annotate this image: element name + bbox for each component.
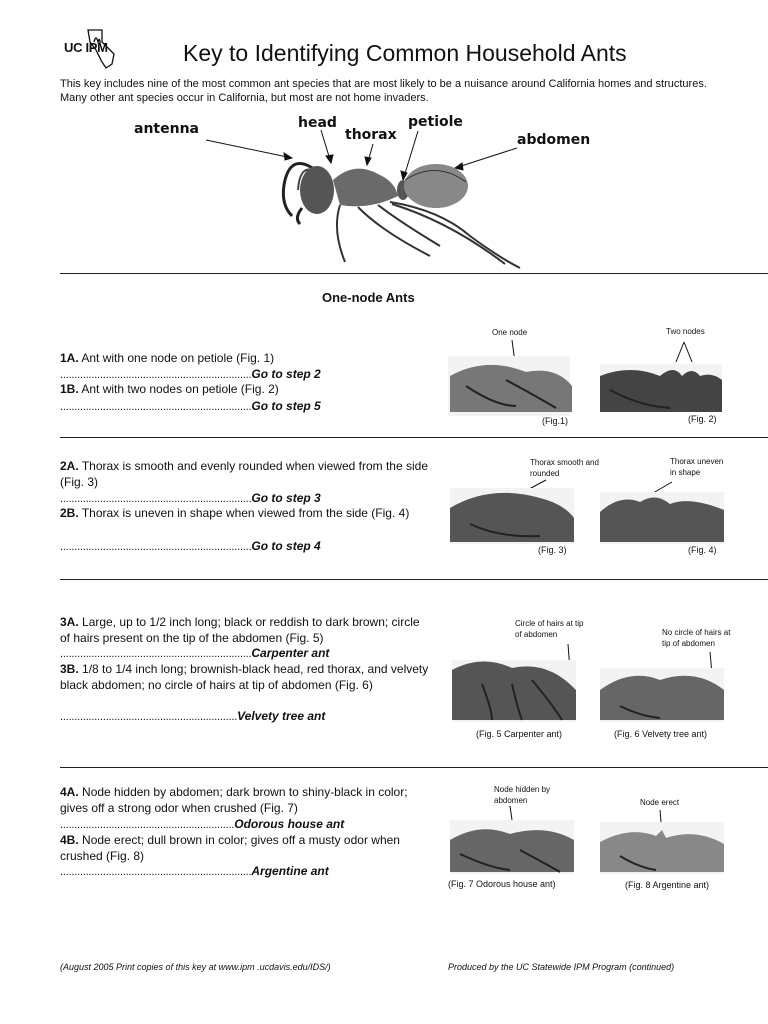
fig3-note: Thorax smooth and rounded bbox=[530, 458, 599, 478]
step-2a-result: ...................................................................Go to step 3 bbox=[60, 491, 321, 505]
logo-text: UC IPM bbox=[64, 40, 108, 55]
step-1b: 1B. Ant with two nodes on petiole (Fig. 2) bbox=[60, 382, 279, 396]
label-head: head bbox=[298, 115, 337, 131]
step-1a: 1A. Ant with one node on petiole (Fig. 1) bbox=[60, 351, 275, 365]
fig7-note: Node hidden by abdomen bbox=[494, 785, 551, 805]
step-4b-result: ...................................................................Argentine ant bbox=[60, 864, 329, 878]
label-abdomen: abdomen bbox=[517, 132, 591, 148]
fig5-note: Circle of hairs at tip of abdomen bbox=[515, 619, 584, 639]
intro-text: This key includes nine of the most common ant species that are most likely to be a nuisance around California homes and structures. Many other ant species occur in California, but most are not home invaders. bbox=[60, 78, 707, 104]
fig3-caption: (Fig. 3) bbox=[538, 545, 567, 555]
fig5-caption: (Fig. 5 Carpenter ant) bbox=[476, 729, 563, 739]
fig2-note: Two nodes bbox=[666, 327, 705, 336]
footer-right: Produced by the UC Statewide IPM Program (continued) bbox=[448, 962, 675, 972]
step-4b: 4B. Node erect; dull brown in color; gives off a musty odor when crushed (Fig. 8) bbox=[60, 833, 400, 863]
fig1-note: One node bbox=[492, 328, 528, 337]
step-2a: 2A. Thorax is smooth and evenly rounded when viewed from the side (Fig. 3) bbox=[60, 459, 429, 489]
fig8-caption: (Fig. 8 Argentine ant) bbox=[625, 880, 710, 890]
fig6-caption: (Fig. 6 Velvety tree ant) bbox=[614, 729, 708, 739]
fig2-ant-image bbox=[600, 336, 722, 416]
step-1b-result: ...................................................................Go to step 5 bbox=[60, 399, 321, 413]
fig7-ant-image bbox=[450, 804, 576, 876]
fig6-note: No circle of hairs at tip of abdomen bbox=[662, 628, 731, 648]
fig8-note: Node erect bbox=[640, 798, 680, 807]
label-antenna: antenna bbox=[134, 121, 199, 137]
step-2b: 2B. Thorax is uneven in shape when viewed from the side (Fig. 4) bbox=[60, 506, 410, 520]
fig5-ant-image bbox=[452, 640, 578, 724]
step-1a-result: ...................................................................Go to step 2 bbox=[60, 367, 321, 381]
fig3-ant-image bbox=[450, 478, 576, 544]
step-4a: 4A. Node hidden by abdomen; dark brown to shiny-black in color; gives off a strong odor when crushed (Fig. 7) bbox=[60, 785, 408, 815]
step-3a: 3A. Large, up to 1/2 inch long; black or reddish to dark brown; circle of hairs present on the tip of the abdomen (Fig. 5) bbox=[60, 615, 420, 645]
fig1-caption: (Fig.1) bbox=[542, 416, 569, 426]
section-title: One-node Ants bbox=[322, 290, 415, 305]
fig8-ant-image bbox=[600, 808, 724, 876]
fig7-caption: (Fig. 7 Odorous house ant) bbox=[448, 879, 556, 889]
footer-left: (August 2005 Print copies of this key at www.ipm .ucdavis.edu/IDS/) bbox=[60, 962, 331, 972]
label-petiole: petiole bbox=[408, 114, 463, 130]
fig4-ant-image bbox=[600, 478, 724, 544]
step-2b-result: ...................................................................Go to step 4 bbox=[60, 539, 321, 553]
step-3b-result: ..............................................................Velvety tree ant bbox=[60, 709, 326, 723]
step-3b: 3B. 1/8 to 1/4 inch long; brownish-black head, red thorax, and velvety black abdomen; no circle of hairs at tip of abdomen (Fig. 6) bbox=[60, 662, 429, 692]
divider bbox=[60, 767, 768, 768]
divider bbox=[60, 273, 768, 274]
step-3a-result: ...................................................................Carpenter ant bbox=[60, 646, 330, 660]
label-thorax: thorax bbox=[345, 127, 397, 143]
fig1-ant-image bbox=[446, 336, 576, 416]
fig4-note: Thorax uneven in shape bbox=[670, 457, 724, 477]
fig4-caption: (Fig. 4) bbox=[688, 545, 717, 555]
divider bbox=[60, 579, 768, 580]
step-4a-result: .............................................................Odorous house ant bbox=[60, 817, 345, 831]
fig6-ant-image bbox=[600, 650, 724, 726]
ant-anatomy-illustration bbox=[0, 0, 768, 280]
page-title: Key to Identifying Common Household Ants bbox=[183, 40, 627, 66]
fig2-caption: (Fig. 2) bbox=[688, 414, 717, 424]
divider bbox=[60, 437, 768, 438]
